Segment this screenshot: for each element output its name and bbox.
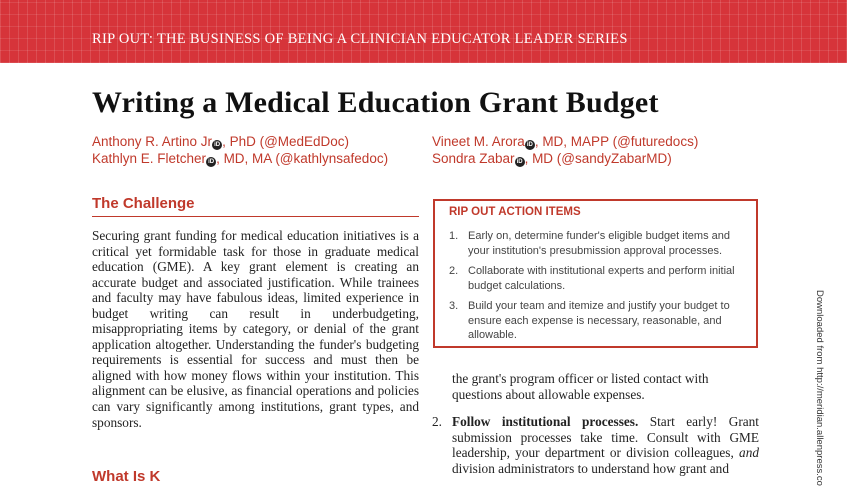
author-4[interactable] (432, 151, 672, 167)
author-1[interactable] (92, 134, 349, 150)
action-item-text: Collaborate with institutional experts and perform initial budget calculations. (468, 265, 735, 292)
list-item (432, 414, 759, 476)
author-credentials: , PhD (@MedEdDoc) (222, 134, 350, 149)
download-watermark: Downloaded from http://meridian.allenpress.co (814, 290, 825, 486)
orcid-icon[interactable]: iD (208, 159, 215, 165)
author-credentials: , MD (@sandyZabarMD) (524, 151, 672, 166)
article-title: Writing a Medical Education Grant Budget (92, 86, 659, 119)
action-item-number: 3. (449, 300, 459, 312)
author-credentials: , MD, MAPP (@futuredocs) (534, 134, 699, 149)
series-banner (0, 0, 847, 63)
action-item-text: Build your team and itemize and justify your budget to ensure each expense is necessary, reasonable, and allowable. (468, 300, 730, 341)
action-item (449, 299, 749, 343)
list-item-body-end: division administrators to understand how grant and (452, 460, 729, 476)
action-item-number: 1. (449, 230, 459, 242)
continuation-paragraph: the grant's program officer or listed contact with questions about allowable expenses. (452, 371, 709, 402)
challenge-heading: The Challenge (92, 195, 195, 212)
orcid-icon[interactable]: iD (526, 142, 533, 148)
author-credentials: , MD, MA (@kathlynsafedoc) (216, 151, 389, 166)
action-items-list (449, 229, 749, 349)
series-title: RIP OUT: THE BUSINESS OF BEING A CLINICIAN EDUCATOR LEADER SERIES (92, 31, 628, 47)
list-item-body-start: Start early! Grant submission processes take time. Consult with GME leadership, your department or division colleagues, (452, 414, 759, 461)
author-name: Vineet M. Arora (432, 134, 525, 149)
action-items-box (433, 199, 758, 348)
action-item-text: Early on, determine funder's eligible budget items and your institution's presubmission approval processes. (468, 230, 730, 257)
author-3[interactable] (92, 151, 388, 167)
section-divider (92, 216, 419, 217)
action-item (449, 229, 749, 258)
list-item-text (452, 414, 759, 476)
list-item-lead: Follow institutional processes. (452, 414, 639, 429)
action-items-title: RIP OUT ACTION ITEMS (449, 206, 581, 218)
list-item-emphasis: and (739, 445, 759, 461)
action-item-number: 2. (449, 265, 459, 277)
next-section-heading: What Is K (92, 468, 161, 485)
list-item-number: 2. (432, 414, 442, 429)
author-name: Anthony R. Artino Jr (92, 134, 213, 149)
author-2[interactable] (432, 134, 698, 150)
orcid-icon[interactable]: iD (214, 142, 221, 148)
action-item (449, 264, 749, 293)
author-name: Kathlyn E. Fletcher (92, 151, 207, 166)
challenge-body: Securing grant funding for medical education initiatives is a critical yet formidable task for those in graduate medical education (GME). A key grant element is creating an accurate budget and associated justification. While trainees and faculty may have fabulous ideas, limited experience in budget writing can result in underbudgeting, misappropriating items by category, or denial of the grant application altogether. Understanding the funder's budgeting requirements is essential for success and must then be aligned with how money flows within your institution. This alignment can be elusive, as financial operations and policies can vary significantly among institutions, grant types, and sponsors. (92, 228, 419, 430)
author-name: Sondra Zabar (432, 151, 515, 166)
orcid-icon[interactable]: iD (516, 159, 523, 165)
